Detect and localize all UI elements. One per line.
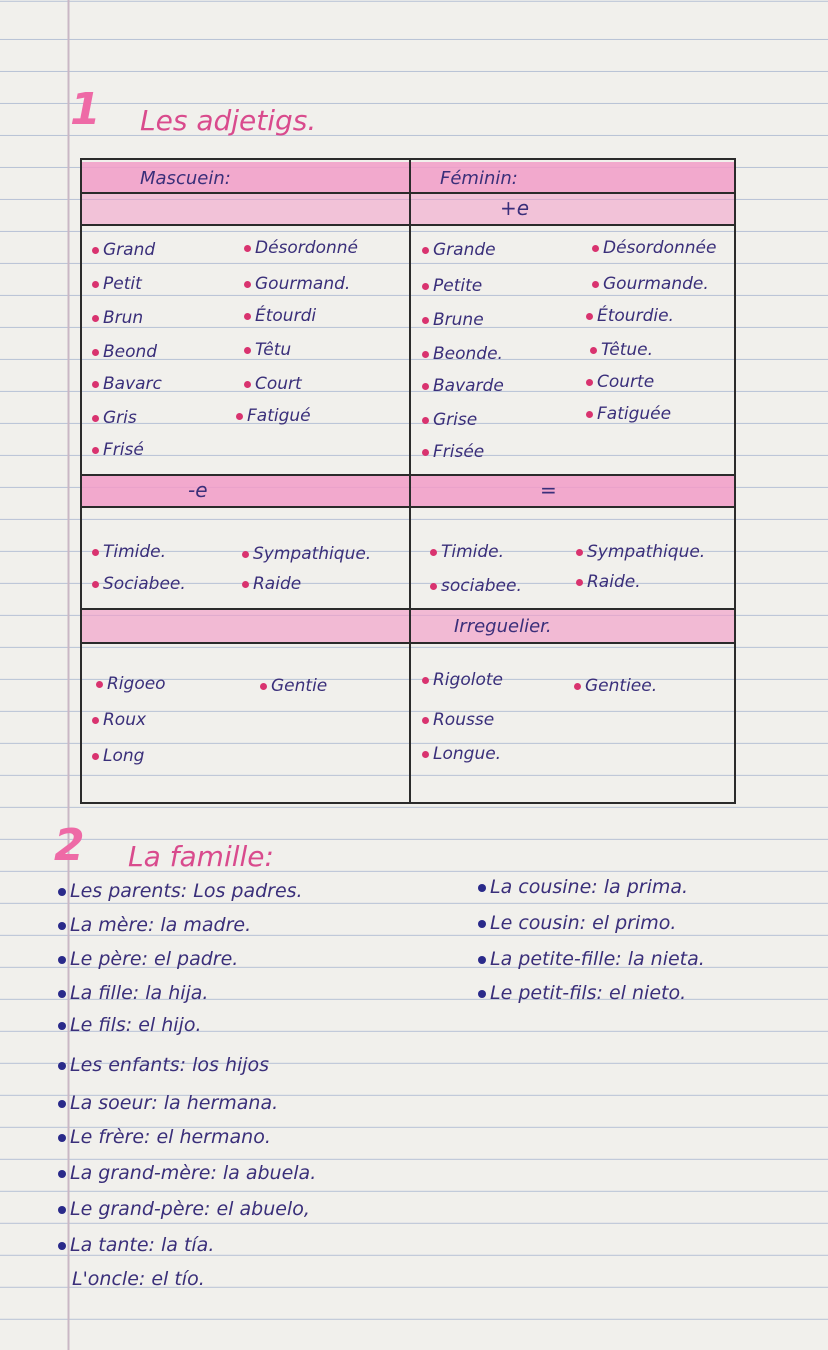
bullet-icon xyxy=(244,347,251,354)
family-text: La mère: la madre. xyxy=(70,914,252,936)
adj-item xyxy=(92,574,186,594)
adj-item xyxy=(422,410,477,430)
bullet-icon xyxy=(574,683,581,690)
bullet-icon xyxy=(244,313,251,320)
bullet-icon xyxy=(422,351,429,358)
adj-text: Timide. xyxy=(441,542,505,562)
adj-item xyxy=(422,276,482,296)
bullet-icon xyxy=(478,990,486,998)
adj-text: Sympathique. xyxy=(587,542,706,562)
bullet-icon xyxy=(92,415,99,422)
bullet-icon xyxy=(586,313,593,320)
table-line xyxy=(82,642,734,644)
bullet-icon xyxy=(92,349,99,356)
adj-text: Rigoeo xyxy=(107,674,166,694)
adj-item xyxy=(422,744,501,764)
bullet-icon xyxy=(92,447,99,454)
family-item xyxy=(478,982,686,1004)
bullet-icon xyxy=(58,990,66,998)
bullet-icon xyxy=(92,581,99,588)
family-text: La soeur: la hermana. xyxy=(70,1092,279,1114)
adj-item xyxy=(574,676,657,696)
adj-item xyxy=(92,274,142,294)
adj-item xyxy=(96,674,166,694)
bullet-icon xyxy=(58,1022,66,1030)
bullet-icon xyxy=(586,379,593,386)
family-item xyxy=(58,982,208,1004)
adj-text: Grise xyxy=(433,410,478,430)
adj-text: Gris xyxy=(103,408,137,428)
family-text: Le fils: el hijo. xyxy=(70,1014,202,1036)
bullet-icon xyxy=(92,247,99,254)
bullet-icon xyxy=(242,551,249,558)
adj-item xyxy=(586,306,674,326)
family-text: La cousine: la prima. xyxy=(490,876,689,898)
family-text: L'oncle: el tío. xyxy=(72,1268,205,1290)
section2-number: 2 xyxy=(54,820,85,871)
rule-minus-e: -e xyxy=(188,478,208,502)
bullet-icon xyxy=(92,381,99,388)
family-text: La tante: la tía. xyxy=(70,1234,215,1256)
adj-text: sociabee. xyxy=(441,576,522,596)
bullet-icon xyxy=(92,717,99,724)
adj-text: Brun xyxy=(103,308,144,328)
adj-item xyxy=(92,308,143,328)
adj-text: Fatiguée xyxy=(597,404,672,424)
family-text: Les enfants: los hijos xyxy=(70,1054,270,1076)
adj-item xyxy=(244,306,316,326)
adj-text: Sociabee. xyxy=(103,574,186,594)
bullet-icon xyxy=(58,1100,66,1108)
family-text: Le frère: el hermano. xyxy=(70,1126,271,1148)
adj-text: Longue. xyxy=(433,744,502,764)
family-text: La petite-fille: la nieta. xyxy=(490,948,705,970)
adj-item xyxy=(422,442,484,462)
section2-title: La famille: xyxy=(128,840,274,873)
header-feminin: Féminin: xyxy=(440,168,518,189)
bullet-icon xyxy=(576,579,583,586)
family-text: Le père: el padre. xyxy=(70,948,239,970)
adj-item xyxy=(92,408,137,428)
bullet-icon xyxy=(58,1242,66,1250)
adj-item xyxy=(242,544,371,564)
adj-text: Têtu xyxy=(255,340,292,360)
adj-item xyxy=(260,676,327,696)
adj-item xyxy=(576,542,705,562)
adj-text: Beonde. xyxy=(433,344,503,364)
family-item xyxy=(58,1162,316,1184)
adj-text: Bavarc xyxy=(103,374,162,394)
adj-text: Petite xyxy=(433,276,483,296)
adj-item xyxy=(592,238,716,258)
bullet-icon xyxy=(260,683,267,690)
bullet-icon xyxy=(478,920,486,928)
adj-text: Frisé xyxy=(103,440,144,460)
adj-item xyxy=(422,344,503,364)
adj-item xyxy=(576,572,641,592)
family-item xyxy=(58,1014,201,1036)
table-line xyxy=(82,192,734,194)
bullet-icon xyxy=(590,347,597,354)
table-line xyxy=(82,474,734,476)
adj-item xyxy=(92,710,146,730)
adj-text: Fatigué xyxy=(247,406,311,426)
adj-item xyxy=(422,710,494,730)
family-text: Le petit-fils: el nieto. xyxy=(490,982,687,1004)
adj-text: Frisée xyxy=(433,442,485,462)
bullet-icon xyxy=(592,281,599,288)
adj-text: Têtue. xyxy=(601,340,654,360)
adj-text: Étourdi xyxy=(255,306,317,326)
family-item xyxy=(58,1234,214,1256)
adj-item xyxy=(92,374,162,394)
adj-text: Désordonnée xyxy=(603,238,717,258)
bullet-icon xyxy=(422,751,429,758)
table-divider xyxy=(409,158,411,804)
adj-text: Gentiee. xyxy=(585,676,658,696)
adj-text: Roux xyxy=(103,710,147,730)
adj-item xyxy=(236,406,311,426)
family-text: Les parents: Los padres. xyxy=(70,880,303,902)
section1-title: Les adjetigs. xyxy=(140,104,317,137)
rule-plus-e: +e xyxy=(500,196,530,220)
adj-item xyxy=(422,670,503,690)
adj-text: Raide xyxy=(253,574,302,594)
bullet-icon xyxy=(58,1170,66,1178)
bullet-icon xyxy=(58,1134,66,1142)
adj-item xyxy=(590,340,653,360)
bullet-icon xyxy=(586,411,593,418)
table-line xyxy=(82,608,734,610)
rule-irregulier: Irreguelier. xyxy=(454,616,552,637)
adj-text: Brune xyxy=(433,310,484,330)
adj-item xyxy=(430,542,504,562)
bullet-icon xyxy=(244,245,251,252)
bullet-icon xyxy=(422,283,429,290)
adj-text: Désordonné xyxy=(255,238,358,258)
adj-text: Petit xyxy=(103,274,142,294)
bullet-icon xyxy=(92,315,99,322)
adj-item xyxy=(430,576,522,596)
bullet-icon xyxy=(58,888,66,896)
bullet-icon xyxy=(92,281,99,288)
bullet-icon xyxy=(422,417,429,424)
adj-item xyxy=(244,340,291,360)
section1-number: 1 xyxy=(70,84,101,135)
adj-item xyxy=(244,374,302,394)
adj-item xyxy=(592,274,709,294)
bullet-icon xyxy=(430,583,437,590)
adj-text: Grand xyxy=(103,240,156,260)
bullet-icon xyxy=(422,383,429,390)
bullet-icon xyxy=(422,717,429,724)
adj-text: Rigolote xyxy=(433,670,503,690)
adj-text: Gourmand. xyxy=(255,274,351,294)
bullet-icon xyxy=(96,681,103,688)
family-item xyxy=(58,1198,310,1220)
adj-text: Raide. xyxy=(587,572,641,592)
bullet-icon xyxy=(422,449,429,456)
adj-item xyxy=(92,440,144,460)
adj-text: Beond xyxy=(103,342,158,362)
adj-item xyxy=(92,746,144,766)
bullet-icon xyxy=(92,549,99,556)
bullet-icon xyxy=(244,281,251,288)
rule-equal: = xyxy=(540,478,557,502)
adj-item xyxy=(92,240,155,260)
bullet-icon xyxy=(422,317,429,324)
family-item xyxy=(72,1268,205,1290)
adj-item xyxy=(586,372,654,392)
adj-item xyxy=(422,240,496,260)
bullet-icon xyxy=(58,922,66,930)
adj-text: Étourdie. xyxy=(597,306,674,326)
bullet-icon xyxy=(478,956,486,964)
adj-text: Bavarde xyxy=(433,376,504,396)
bullet-icon xyxy=(422,677,429,684)
family-item xyxy=(58,1126,271,1148)
adj-text: Courte xyxy=(597,372,655,392)
family-text: Le grand-père: el abuelo, xyxy=(70,1198,310,1220)
bullet-icon xyxy=(592,245,599,252)
adj-text: Timide. xyxy=(103,542,167,562)
family-item xyxy=(58,880,303,902)
adj-text: Court xyxy=(255,374,302,394)
adj-text: Gentie xyxy=(271,676,328,696)
bullet-icon xyxy=(58,956,66,964)
adj-item xyxy=(422,376,504,396)
bullet-icon xyxy=(92,753,99,760)
adj-item xyxy=(244,274,350,294)
adj-text: Gourmande. xyxy=(603,274,709,294)
adj-text: Sympathique. xyxy=(253,544,372,564)
family-text: Le cousin: el primo. xyxy=(490,912,677,934)
bullet-icon xyxy=(236,413,243,420)
family-item xyxy=(58,1054,269,1076)
adj-item xyxy=(586,404,671,424)
table-line xyxy=(82,506,734,508)
adj-text: Long xyxy=(103,746,145,766)
table-line xyxy=(82,224,734,226)
adj-item xyxy=(422,310,484,330)
family-item xyxy=(58,914,251,936)
family-item xyxy=(478,876,688,898)
bullet-icon xyxy=(422,247,429,254)
bullet-icon xyxy=(58,1206,66,1214)
adj-item xyxy=(92,342,157,362)
bullet-icon xyxy=(58,1062,66,1070)
bullet-icon xyxy=(478,884,486,892)
family-text: La fille: la hija. xyxy=(70,982,209,1004)
header-masculin: Mascuein: xyxy=(140,168,231,189)
family-text: La grand-mère: la abuela. xyxy=(70,1162,317,1184)
adj-item xyxy=(242,574,301,594)
bullet-icon xyxy=(576,549,583,556)
bullet-icon xyxy=(242,581,249,588)
family-item xyxy=(478,948,705,970)
family-item xyxy=(58,1092,278,1114)
adj-item xyxy=(244,238,358,258)
family-item xyxy=(478,912,676,934)
adj-text: Grande xyxy=(433,240,496,260)
adj-text: Rousse xyxy=(433,710,495,730)
adj-item xyxy=(92,542,166,562)
bullet-icon xyxy=(430,549,437,556)
family-item xyxy=(58,948,238,970)
bullet-icon xyxy=(244,381,251,388)
